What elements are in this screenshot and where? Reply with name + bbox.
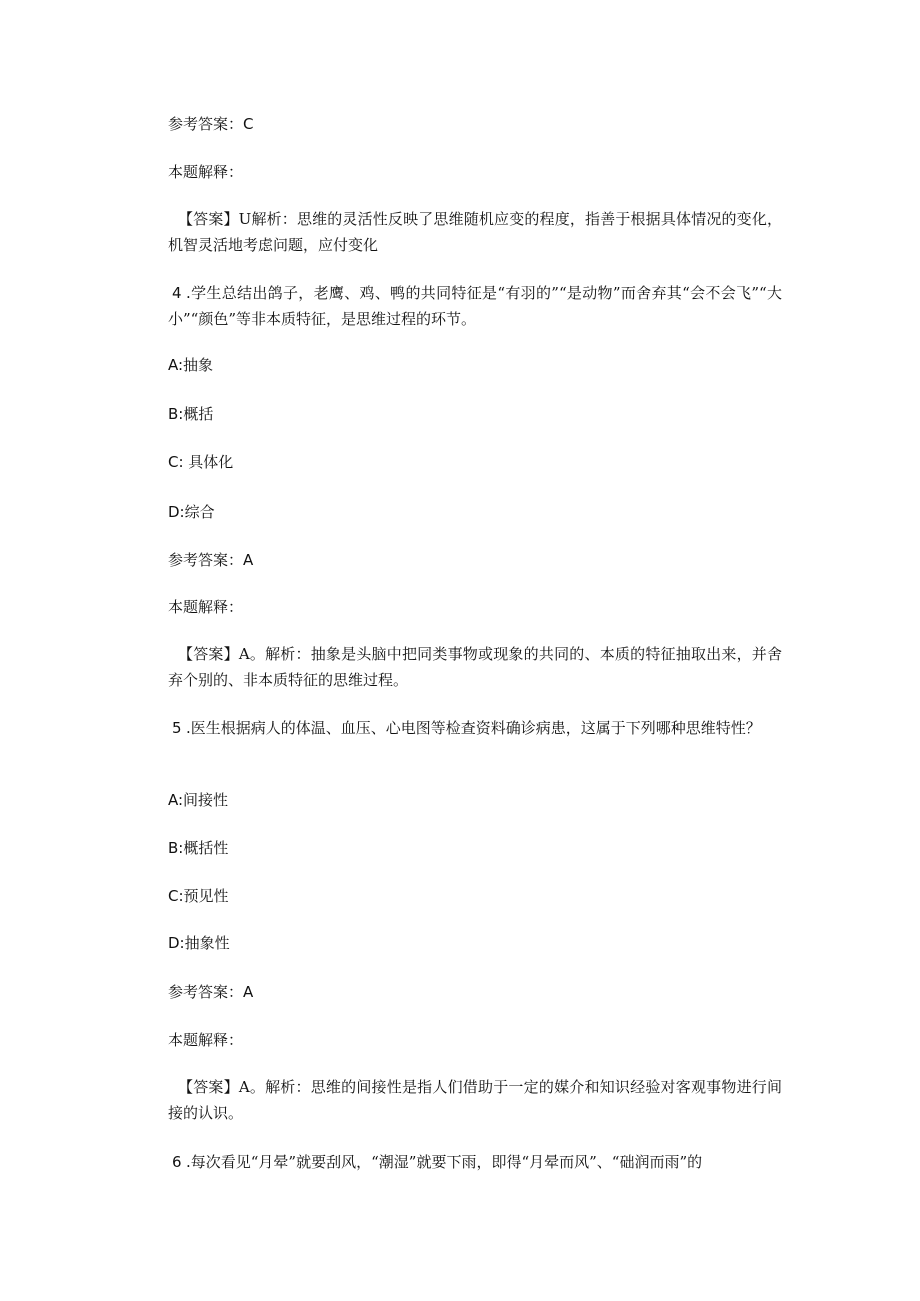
q4-option-b: B:概括 [168, 405, 214, 423]
q5-explanation: 【答案】A。解析：思维的间接性是指人们借助于一定的媒介和知识经验对客观事物进行间接的认识。 [168, 1078, 782, 1122]
q4-option-d: D:综合 [168, 503, 215, 521]
q4-option-a: A:抽象 [168, 356, 214, 374]
q5-question-text: .医生根据病人的体温、血压、心电图等检查资料确诊病患，这属于下列哪种思维特性？ [186, 719, 761, 737]
q5-number: 5 [172, 719, 182, 737]
q4-question [168, 280, 782, 332]
q5-reference-answer: 参考答案：A [168, 983, 254, 1001]
q4-option-c: C: 具体化 [168, 453, 234, 471]
q4-number: 4 [172, 284, 182, 302]
q4-question-text: .学生总结出鸽子，老鹰、鸡、鸭的共同特征是“有羽的”“是动物”而舍弃其“会不会飞”“大小”“颜色”等非本质特征，是思维过程的环节。 [168, 284, 782, 328]
q3-explanation-label: 本题解释： [168, 163, 244, 181]
q5-explanation-label: 本题解释： [168, 1031, 244, 1049]
q3-reference-answer: 参考答案：C [168, 115, 254, 133]
q4-explanation: 【答案】A。解析：抽象是头脑中把同类事物或现象的共同的、本质的特征抽取出来，并舍弃个别的、非本质特征的思维过程。 [168, 645, 782, 689]
q4-reference-answer: 参考答案：A [168, 551, 254, 569]
q6-question [168, 1149, 782, 1175]
q5-option-a: A:间接性 [168, 791, 229, 809]
q3-explanation: 【答案】U解析：思维的灵活性反映了思维随机应变的程度，指善于根据具体情况的变化，机智灵活地考虑问题，应付变化 [168, 210, 782, 254]
q5-option-c: C:预见性 [168, 887, 229, 905]
q6-question-text: .每次看见“月晕”就要刮风，“潮湿”就要下雨，即得“月晕而风”、“础润而雨”的 [186, 1153, 703, 1171]
q5-option-d: D:抽象性 [168, 934, 230, 952]
q6-number: 6 [172, 1153, 182, 1171]
q5-question [168, 715, 782, 741]
q4-explanation-label: 本题解释： [168, 598, 244, 616]
q5-option-b: B:概括性 [168, 839, 229, 857]
